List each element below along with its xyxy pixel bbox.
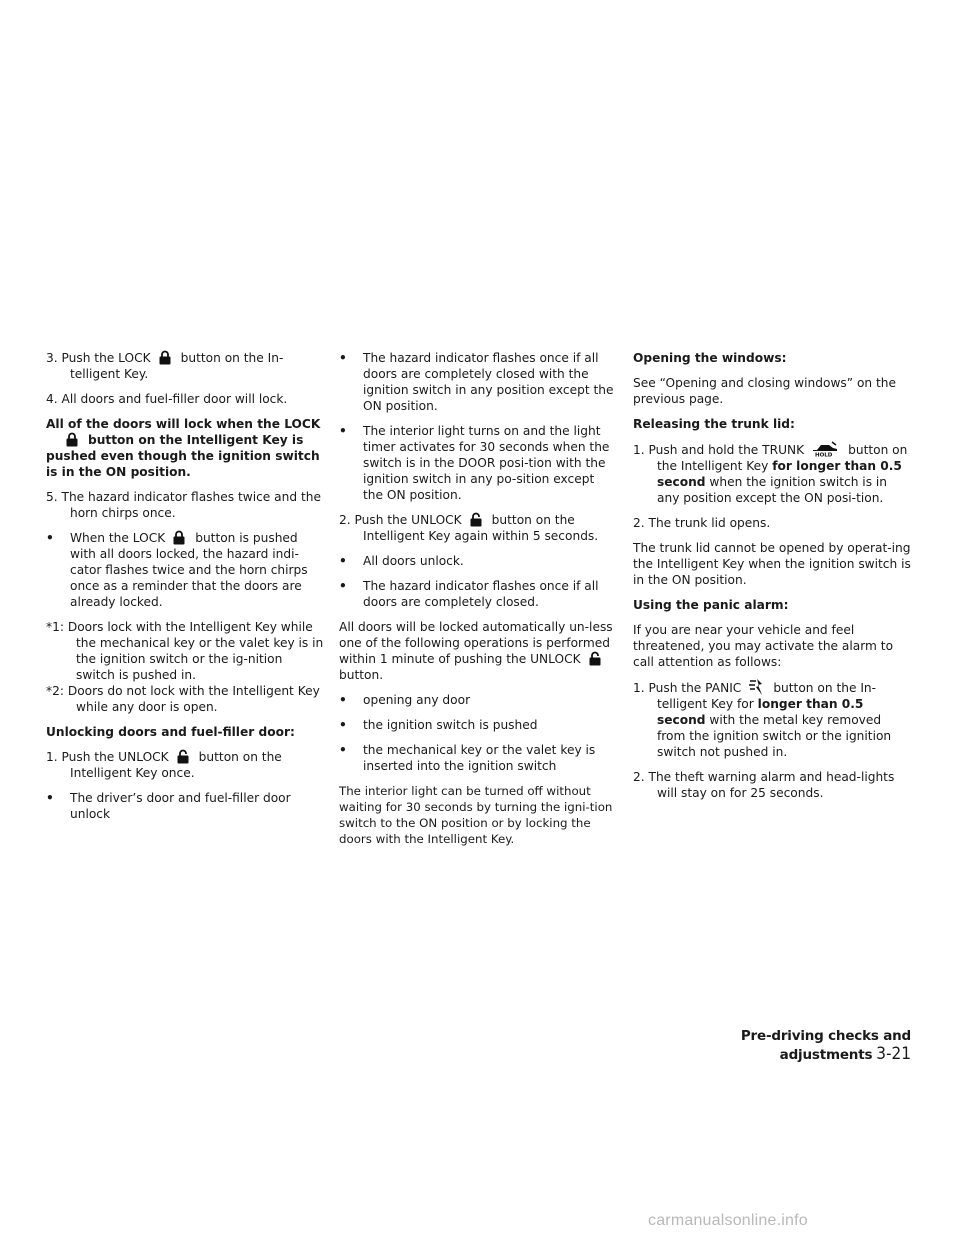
- step-2-text-a: 2. Push the UNLOCK: [339, 513, 462, 527]
- panic-icon: [749, 679, 763, 695]
- bullet-icon: •: [339, 743, 347, 757]
- list-item: [46, 790, 324, 822]
- bullet-icon: •: [339, 718, 347, 732]
- trunk-step-1-c: when the ignition switch is in any position except the ON posi-tion.: [657, 475, 888, 505]
- watermark: carmanualsonline.info: [648, 1212, 808, 1229]
- bullet-icon: •: [46, 791, 54, 805]
- step-3-text-a: 3. Push the LOCK: [46, 351, 151, 365]
- list-item: [339, 742, 617, 774]
- step-1-text-a: 1. Push the UNLOCK: [46, 750, 169, 764]
- bold-note-a: All of the doors will lock when the LOCK: [46, 417, 321, 431]
- bullet-icon: •: [339, 554, 347, 568]
- bullet-interior: The interior light turns on and the light timer activates for 30 seconds when the switch is in the DOOR posi-tion with the ignition switch in any po-sition except the ON position.: [363, 424, 610, 502]
- bullet-hazard-1: The hazard indicator flashes once if all doors are completely closed with the ignition switch in any position except the ON position.: [363, 351, 614, 413]
- bullet-icon: •: [339, 693, 347, 707]
- bullet-lock-b: button is pushed with all doors locked, the hazard indi-cator flashes twice and the horn chirps once as a reminder that the doors are already locked.: [70, 531, 308, 609]
- step-2-text-b: button on the Intelligent Key again within 5 seconds.: [363, 513, 599, 543]
- footer-section-title: Pre-driving checks and adjustments: [740, 1028, 911, 1063]
- panic-step-2: 2. The theft warning alarm and head-lights will stay on for 25 seconds.: [633, 770, 895, 800]
- trunk-step-1: [633, 441, 911, 506]
- list-item: [339, 692, 617, 708]
- trunk-step-1-a: 1. Push and hold the TRUNK: [633, 443, 805, 457]
- column-1: [46, 350, 324, 831]
- trunk-para: The trunk lid cannot be opened by operat-ing the Intelligent Key when the ignition switch is in the ON position.: [633, 541, 911, 587]
- panic-step-1-c: with the metal key removed from the ignition switch or the ignition switch not pushed in.: [657, 713, 892, 759]
- unlock-icon: [177, 749, 189, 764]
- trunk-step-1-bold: for longer than 0.5 second: [657, 459, 902, 489]
- list-item: [46, 530, 324, 610]
- bullet-icon: •: [339, 424, 347, 438]
- bullet-ignition: the ignition switch is pushed: [363, 718, 538, 732]
- panic-step-1: [633, 679, 911, 760]
- bullet-opening: opening any door: [363, 693, 471, 707]
- list-item: [339, 423, 617, 503]
- auto-lock-b: button.: [339, 668, 384, 682]
- interior-light-para: The interior light can be turned off without waiting for 30 seconds by turning the igni-tion switch to the ON position or by locking the doors with the Intelligent Key.: [339, 784, 613, 846]
- unlock-icon: [470, 512, 482, 527]
- trunk-step-1-b: button on the Intelligent Key: [657, 443, 908, 473]
- heading-windows: Opening the windows:: [633, 351, 787, 365]
- column-3: [633, 350, 911, 810]
- lock-icon: [159, 350, 171, 365]
- heading-panic: Using the panic alarm:: [633, 598, 789, 612]
- unlock-icon: [589, 651, 601, 666]
- lock-icon: [173, 530, 185, 545]
- bold-note: [46, 416, 324, 480]
- bullet-mechanical: the mechanical key or the valet key is inserted into the ignition switch: [363, 743, 596, 773]
- trunk-icon: [812, 441, 838, 457]
- step-4: 4. All doors and fuel-filler door will lock.: [46, 392, 288, 406]
- list-item: [339, 717, 617, 733]
- bullet-all-unlock: All doors unlock.: [363, 554, 464, 568]
- svg-text:HOLD: HOLD: [815, 452, 833, 457]
- heading-unlock: Unlocking doors and fuel-filler door:: [46, 725, 295, 739]
- page-number: 3-21: [876, 1044, 911, 1064]
- auto-lock-para: [339, 619, 617, 683]
- step-1-text-b: button on the Intelligent Key once.: [70, 750, 282, 780]
- footnote-1: *1: Doors lock with the Intelligent Key while the mechanical key or the valet key is in the ignition switch or the ig-nition switch is pushed in.: [46, 620, 324, 682]
- step-3: [46, 350, 324, 382]
- panic-step-1-a: 1. Push the PANIC: [633, 681, 742, 695]
- panic-para: If you are near your vehicle and feel threatened, you may activate the alarm to call attention as follows:: [633, 623, 894, 669]
- bullet-lock-a: When the LOCK: [70, 531, 166, 545]
- heading-trunk: Releasing the trunk lid:: [633, 417, 795, 431]
- bullet-icon: •: [46, 531, 54, 545]
- bullet-icon: •: [339, 579, 347, 593]
- bold-note-b: button on the Intelligent Key is pushed even though the ignition switch is in the ON position.: [46, 433, 320, 479]
- list-item: [339, 350, 617, 414]
- step-2: [339, 512, 617, 544]
- bullet-hazard-2: The hazard indicator flashes once if all doors are completely closed.: [363, 579, 599, 609]
- column-2: [339, 350, 617, 856]
- trunk-step-2: 2. The trunk lid opens.: [633, 516, 771, 530]
- panic-step-1-b: button on the In-telligent Key for: [657, 681, 877, 711]
- list-item: [339, 578, 617, 610]
- lock-icon: [66, 432, 78, 447]
- windows-para: See “Opening and closing windows” on the previous page.: [633, 376, 897, 406]
- page-footer: [631, 1025, 911, 1064]
- step-5: 5. The hazard indicator flashes twice and the horn chirps once.: [46, 490, 321, 520]
- footnote-2: *2: Doors do not lock with the Intelligent Key while any door is open.: [46, 684, 320, 714]
- step-1: [46, 749, 324, 781]
- bullet-icon: •: [339, 351, 347, 365]
- auto-lock-a: All doors will be locked automatically un-less one of the following operations is performed within 1 minute of pushing the UNLOCK: [339, 620, 613, 666]
- list-item: [339, 553, 617, 569]
- bullet-driver: The driver’s door and fuel-filler door unlock: [70, 791, 291, 821]
- step-3-text-b: button on the In-telligent Key.: [70, 351, 284, 381]
- panic-step-1-bold: longer than 0.5 second: [657, 697, 864, 727]
